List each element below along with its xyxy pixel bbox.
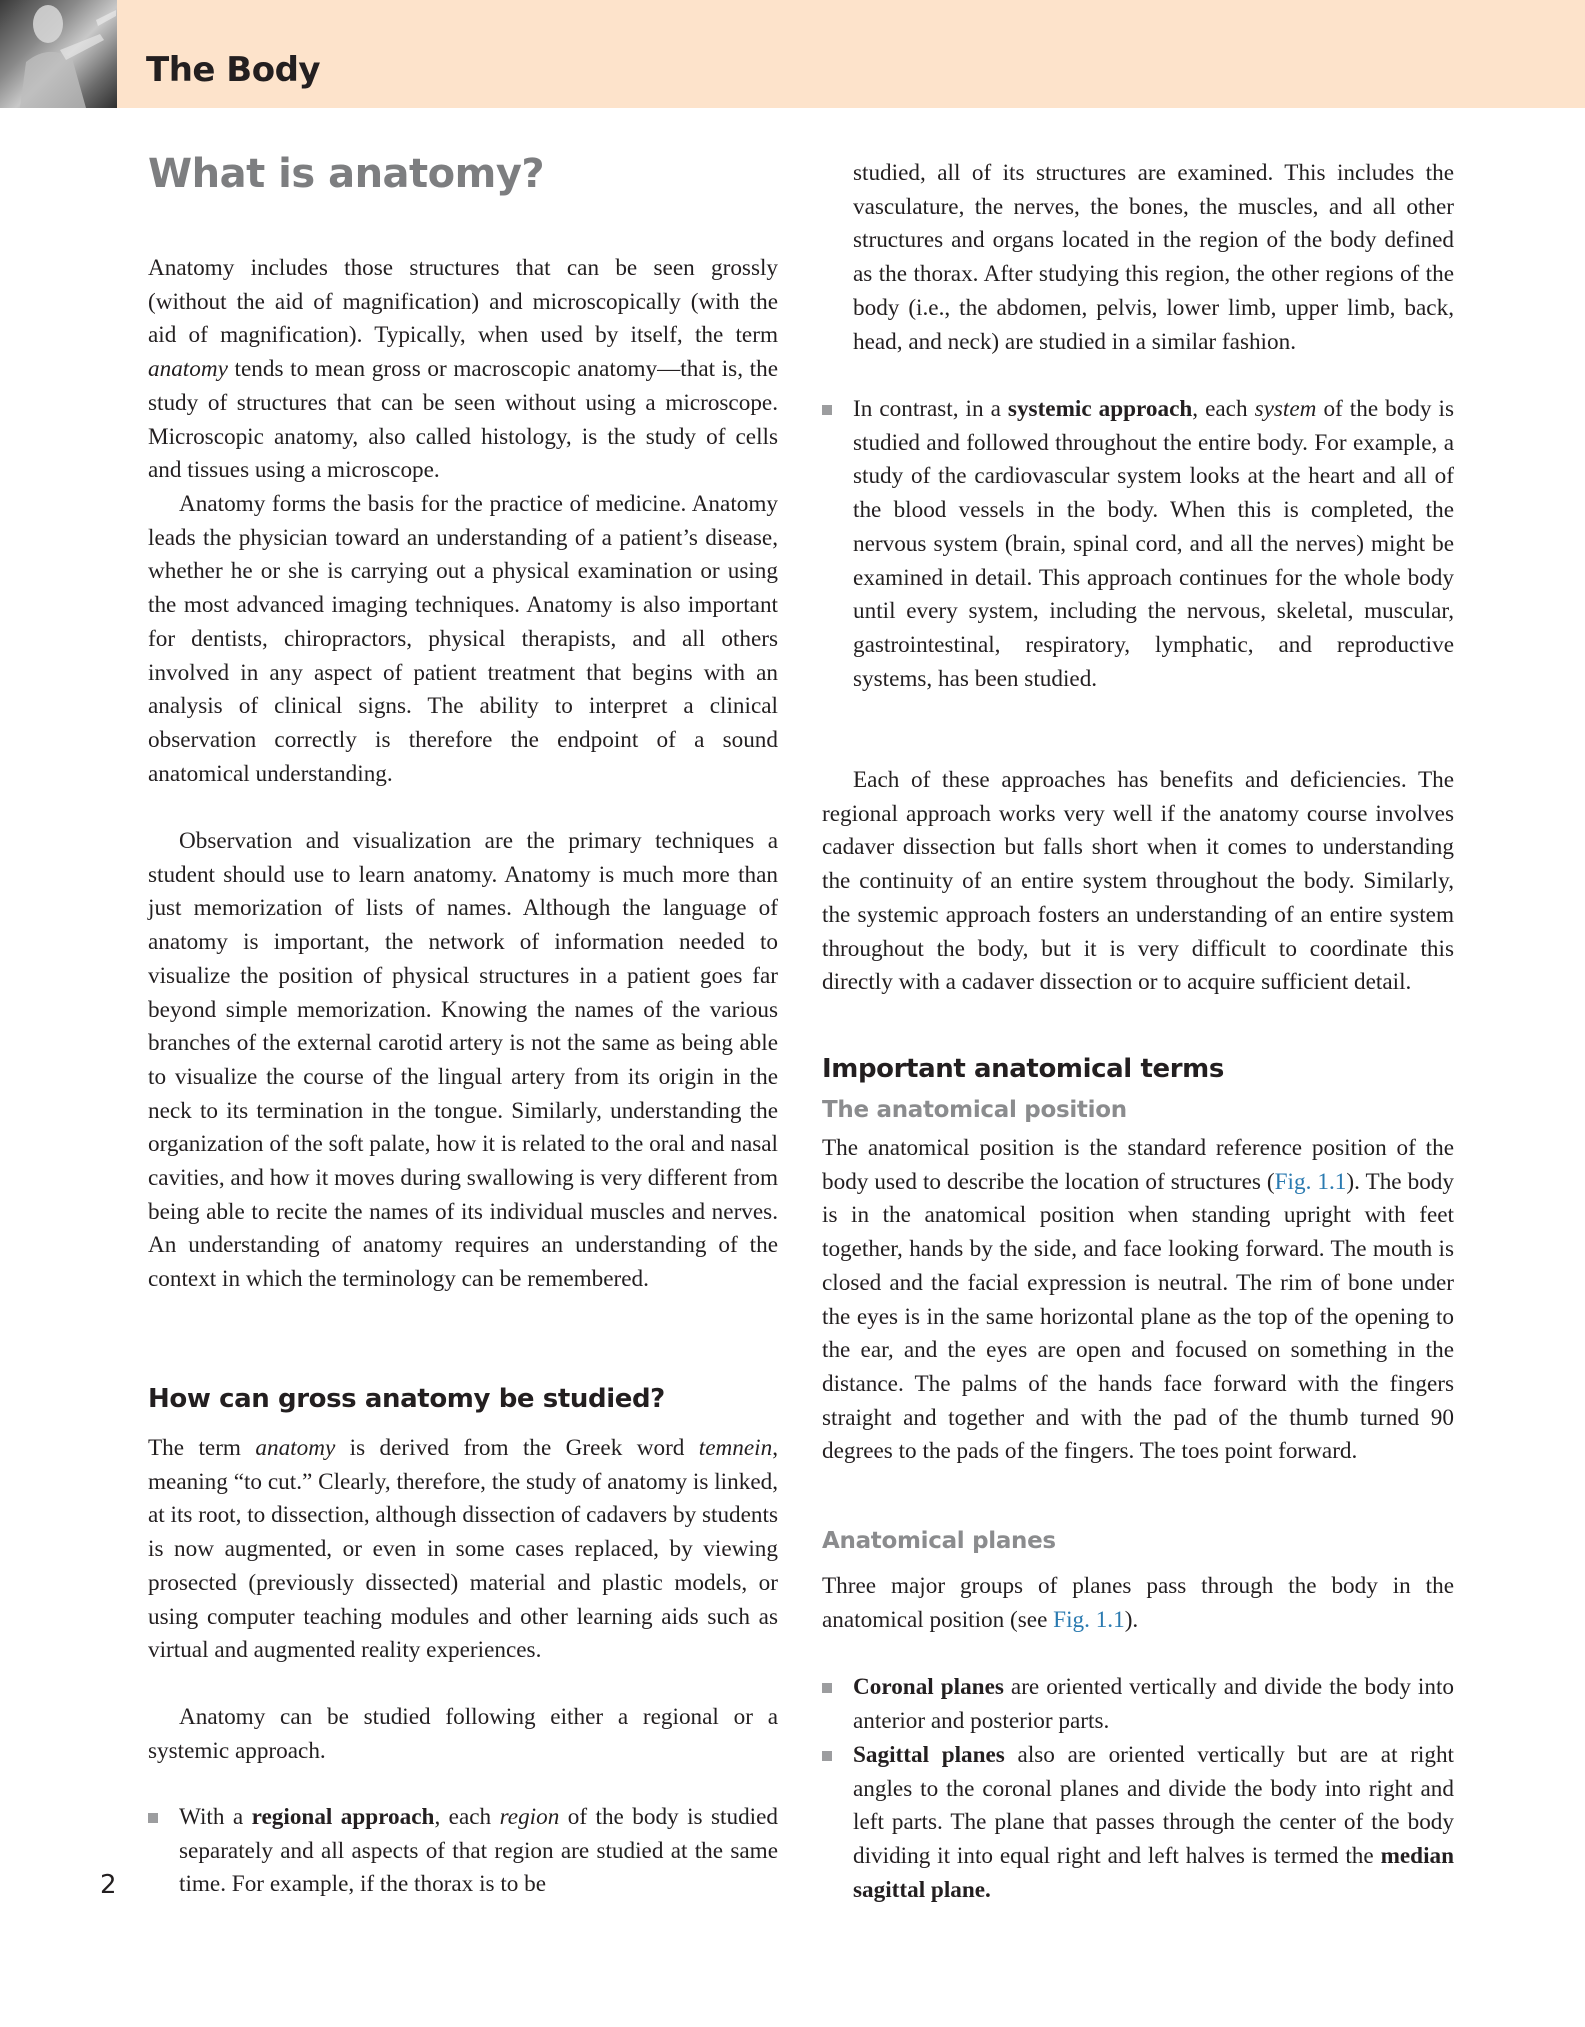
bullet-sagittal-planes: Sagittal planes also are oriented vertically but are at right angles to the coronal planes and divide the body into right and left parts. The plane that passes through the center of the body dividing it into equal right and left halves is termed the median sagittal plane. (853, 1739, 1454, 1908)
paragraph-anatomical-position: The anatomical position is the standard reference position of the body used to describe the location of structures (Fig. 1.1). The body is in the anatomical position when standing upright with feet together, hands by the side, and face looking forward. The mouth is closed and the facial expression is neutral. The rim of bone under the eyes is in the same horizontal plane as the top of the opening to the ear, and the eyes are open and focused on something in the distance. The palms of the hands face forward with the fingers straight and together and with the pad of the thumb turned 90 degrees to the pads of the fingers. The toes point forward. (822, 1135, 1454, 1465)
paragraph-planes: Three major groups of planes pass through the body in the anatomical position (see Fig. 1.1). (822, 1573, 1454, 1633)
chapter-heading: What is anatomy? (148, 151, 545, 197)
bullet-regional-continued: studied, all of its structures are examined. This includes the vasculature, the nerves, the bones, the muscles, and all other structures and organs located in the region of the body defined as the thorax. After studying this region, the other regions of the body (i.e., the abdomen, pelvis, lower limb, upper limb, back, head, and neck) are studied in a similar fashion. (853, 160, 1454, 355)
bullet-coronal-planes: Coronal planes are oriented vertically and divide the body into anterior and posterior parts. (853, 1671, 1454, 1738)
page-number: 2 (100, 1870, 117, 1900)
paragraph-anatomy-definition: Anatomy includes those structures that can be seen grossly (without the aid of magnification) and microscopically (with the aid of magnification). Typically, when used by itself, the term anatomy tends to mean gross or macroscopic anatomy—that is, the study of structures that can be seen without using a microscope. Microscopic anatomy, also called histology, is the study of cells and tissues using a microscope. (148, 255, 778, 484)
section-title: The Body (146, 50, 321, 90)
paragraph-benefits: Each of these approaches has benefits and deficiencies. The regional approach works very well if the anatomy course involves cadaver dissection but falls short when it comes to understanding the continuity of an entire system throughout the body. Similarly, the systemic approach fosters an understanding of an entire system throughout the body, but it is very difficult to coordinate this directly with a cadaver dissection or to acquire sufficient detail. (822, 767, 1454, 996)
bullet-marker (148, 1813, 158, 1823)
bullet-marker (822, 405, 832, 415)
bullet-marker (822, 1683, 832, 1693)
subheading-anatomical-planes: Anatomical planes (822, 1528, 1056, 1554)
figure-link[interactable]: Fig. 1.1 (1274, 1168, 1347, 1195)
paragraph-approaches: Anatomy can be studied following either a regional or a systemic approach. (148, 1704, 778, 1764)
body-figure-thumbnail (0, 0, 117, 108)
bullet-systemic-approach: In contrast, in a systemic approach, each system of the body is studied and followed throughout the entire body. For example, a study of the cardiovascular system looks at the heart and all of the blood vessels in the body. When this is completed, the nervous system (brain, spinal cord, and all the nerves) might be examined in detail. This approach continues for the whole body until every system, including the nervous, skeletal, muscular, gastrointestinal, respiratory, lymphatic, and reproductive systems, has been studied. (853, 393, 1454, 696)
paragraph-anatomy-medicine: Anatomy forms the basis for the practice of medicine. Anatomy leads the physician toward an understanding of a patient’s disease, whether he or she is carrying out a physical examination or using the most advanced imaging techniques. Anatomy is also important for dentists, chiropractors, physical therapists, and all others involved in any aspect of patient treatment that begins with an analysis of clinical signs. The ability to interpret a clinical observation correctly is therefore the endpoint of a sound anatomical understanding. (148, 491, 778, 787)
figure-link[interactable]: Fig. 1.1 (1053, 1606, 1125, 1633)
subheading-anatomical-position: The anatomical position (822, 1097, 1127, 1123)
paragraph-observation: Observation and visualization are the primary techniques a student should use to learn anatomy. Anatomy is much more than just memorization of lists of names. Although the language of anatomy is important, the network of information needed to visualize the position of physical structures in a patient goes far beyond simple memorization. Knowing the names of the various branches of the external carotid artery is not the same as being able to visualize the course of the lingual artery from its origin in the neck to its termination in the tongue. Similarly, understanding the organization of the soft palate, how it is related to the oral and nasal cavities, and how it moves during swallowing is very different from being able to recite the names of its individual muscles and nerves. An understanding of anatomy requires an understanding of the context in which the terminology can be remembered. (148, 828, 779, 1293)
subheading-gross-anatomy: How can gross anatomy be studied? (148, 1384, 665, 1414)
subheading-anatomical-terms: Important anatomical terms (822, 1054, 1224, 1084)
paragraph-term-anatomy: The term anatomy is derived from the Greek word temnein, meaning “to cut.” Clearly, therefore, the study of anatomy is linked, at its root, to dissection, although dissection of cadavers by students is now augmented, or even in some cases replaced, by viewing prosected (previously dissected) material and plastic models, or using computer teaching modules and other learning aids such as virtual and augmented reality experiences. (148, 1435, 778, 1664)
bullet-marker (822, 1751, 832, 1761)
body-figure-icon (0, 0, 117, 108)
bullet-regional-approach: With a regional approach, each region of the body is studied separately and all aspects of that region are studied at the same time. For example, if the thorax is to be (179, 1801, 778, 1902)
